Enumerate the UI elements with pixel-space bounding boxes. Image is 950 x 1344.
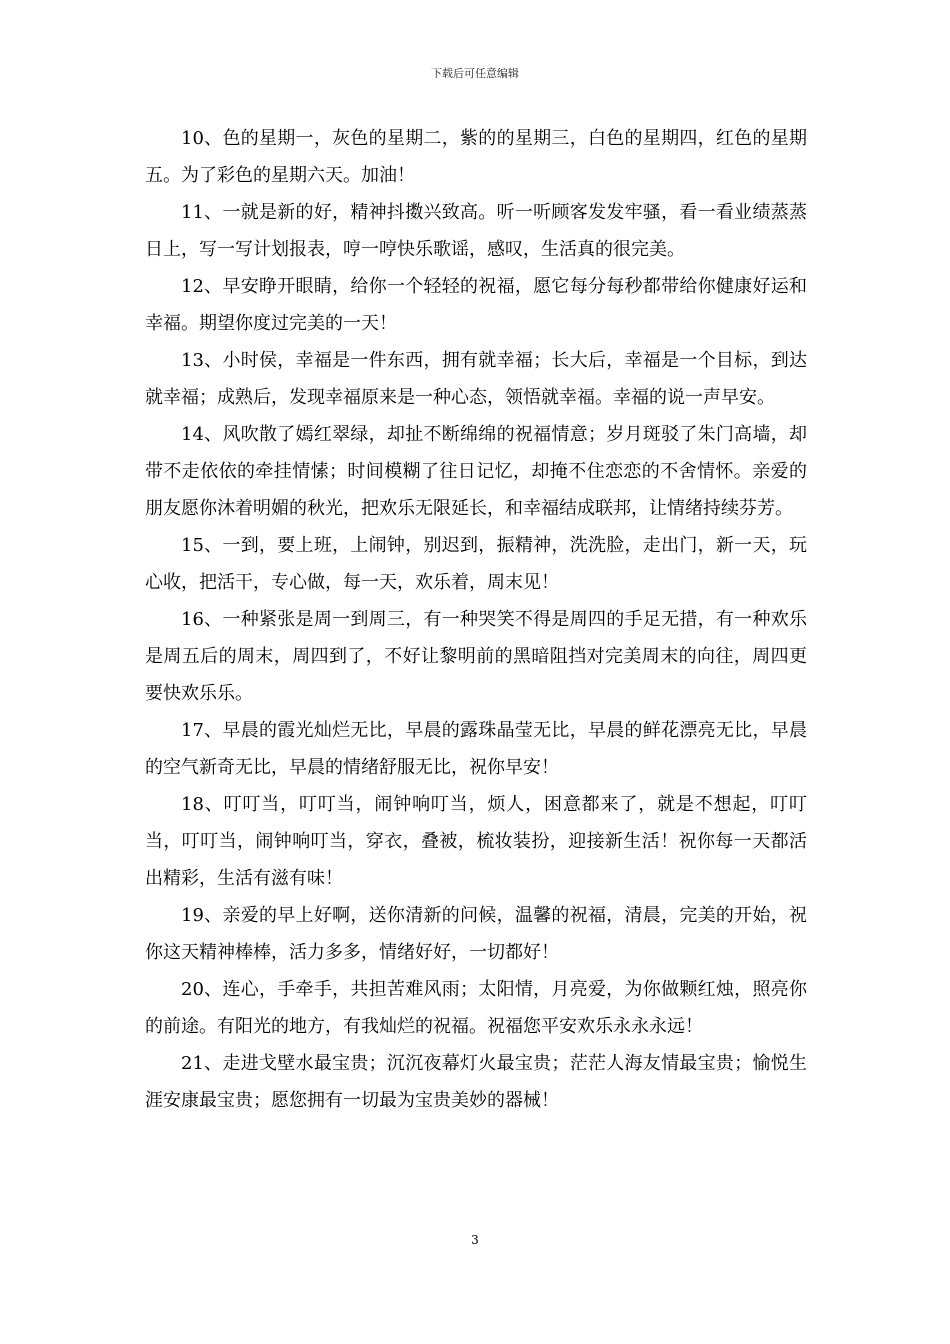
paragraph-10: 10、色的星期一，灰色的星期二，紫的的星期三，白色的星期四，红色的星期五。为了彩色的星期六天。加油！ (145, 128, 807, 186)
paragraph-13: 13、小时侯，幸福是一件东西，拥有就幸福；长大后，幸福是一个目标，到达就幸福；成熟后，发现幸福原来是一种心态，领悟就幸福。幸福的说一声早安。 (145, 350, 807, 408)
paragraph-19: 19、亲爱的早上好啊，送你清新的问候，温馨的祝福，清晨，完美的开始，祝你这天精神棒棒，活力多多，情绪好好，一切都好！ (145, 905, 807, 963)
paragraph-12: 12、早安睁开眼睛，给你一个轻轻的祝福，愿它每分每秒都带给你健康好运和幸福。期望你度过完美的一天！ (145, 276, 807, 334)
page-header: 下载后可任意编辑 (431, 67, 519, 80)
paragraph-17: 17、早晨的霞光灿烂无比，早晨的露珠晶莹无比，早晨的鲜花漂亮无比，早晨的空气新奇无比，早晨的情绪舒服无比，祝你早安！ (145, 720, 807, 778)
paragraph-15: 15、一到，要上班，上闹钟，别迟到，振精神，洗洗脸，走出门，新一天，玩心收，把活干，专心做，每一天，欢乐着，周末见！ (145, 535, 807, 593)
paragraph-20: 20、连心，手牵手，共担苦难风雨；太阳情，月亮爱，为你做颗红烛，照亮你的前途。有阳光的地方，有我灿烂的祝福。祝福您平安欢乐永永永远！ (145, 979, 807, 1037)
page-number: 3 (471, 1233, 479, 1247)
document-body (145, 120, 807, 1119)
paragraph-11: 11、一就是新的好，精神抖擞兴致高。听一听顾客发发牢骚，看一看业绩蒸蒸日上，写一写计划报表，哼一哼快乐歌谣，感叹，生活真的很完美。 (145, 202, 807, 260)
paragraph-18: 18、叮叮当，叮叮当，闹钟响叮当，烦人，困意都来了，就是不想起，叮叮当，叮叮当，闹钟响叮当，穿衣，叠被，梳妆装扮，迎接新生活！祝你每一天都活出精彩，生活有滋有味！ (145, 794, 807, 889)
paragraph-21: 21、走进戈壁水最宝贵；沉沉夜幕灯火最宝贵；茫茫人海友情最宝贵；愉悦生涯安康最宝贵；愿您拥有一切最为宝贵美妙的器械！ (145, 1053, 807, 1111)
paragraph-14: 14、风吹散了嫣红翠绿，却扯不断绵绵的祝福情意；岁月斑驳了朱门高墙，却带不走依依的牵挂情愫；时间模糊了往日记忆，却掩不住恋恋的不舍情怀。亲爱的朋友愿你沐着明媚的秋光，把欢乐无限延长，和幸福结成联邦，让情绪持续芬芳。 (145, 424, 807, 519)
paragraph-16: 16、一种紧张是周一到周三，有一种哭笑不得是周四的手足无措，有一种欢乐是周五后的周末，周四到了，不好让黎明前的黑暗阻挡对完美周末的向往，周四更要快欢乐乐。 (145, 609, 807, 704)
